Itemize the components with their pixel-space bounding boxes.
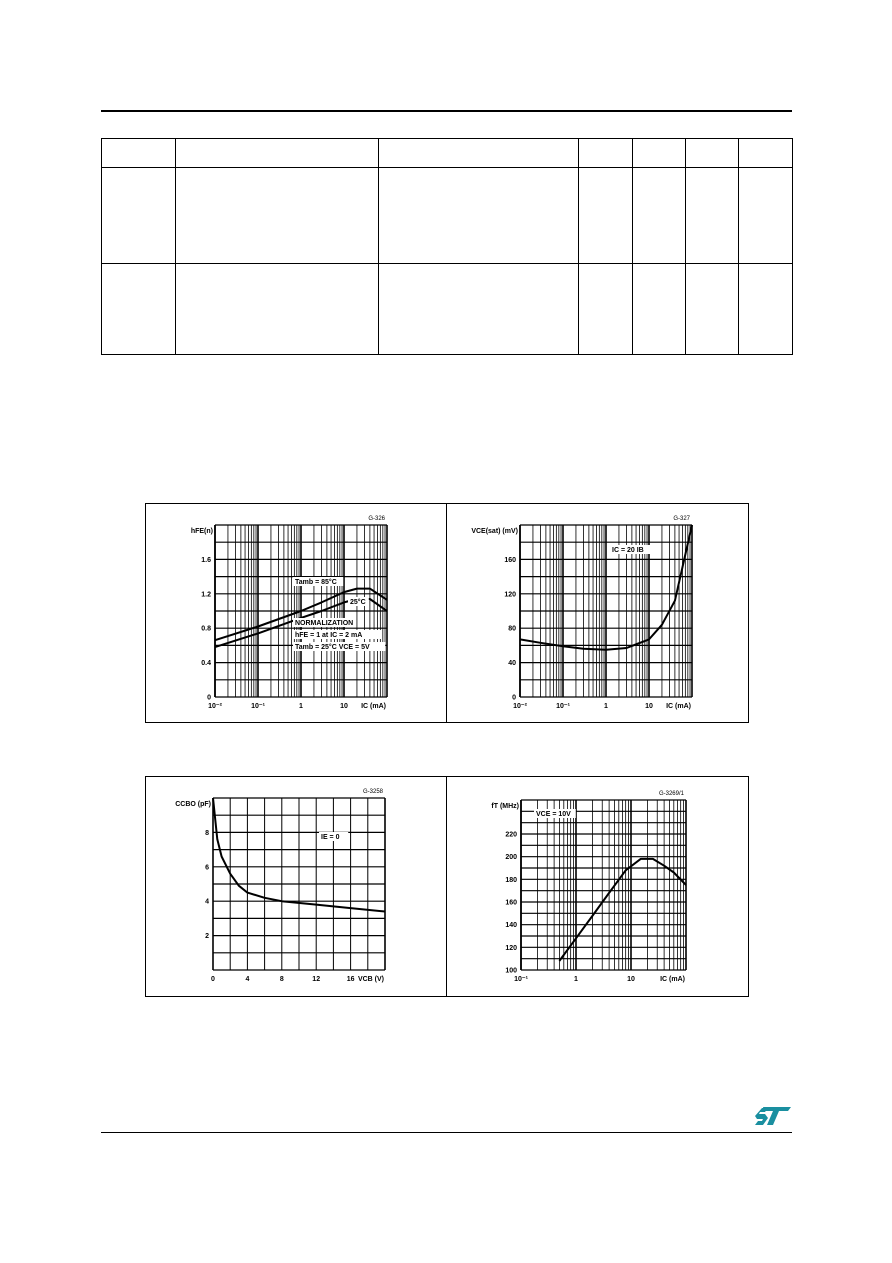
footer-rule — [101, 1132, 792, 1133]
table-header-cell — [379, 139, 579, 168]
table-cell — [686, 264, 739, 355]
y-tick-label: 6 — [205, 864, 209, 872]
table-cell — [176, 168, 379, 264]
y-tick-label: 120 — [504, 591, 516, 599]
table-cell — [579, 168, 633, 264]
chart-annotation: VCE = 10V — [536, 811, 571, 818]
y-tick-label: 40 — [508, 660, 516, 668]
y-axis-label: CCBO (pF) — [175, 801, 211, 808]
table-cell — [102, 264, 176, 355]
y-tick-label: 1.6 — [201, 556, 211, 564]
y-tick-label: 100 — [505, 967, 517, 975]
table-header-cell — [739, 139, 793, 168]
x-tick-label: 16 — [346, 976, 355, 983]
y-axis-label: fT (MHz) — [491, 803, 519, 810]
y-tick-label: 180 — [505, 876, 517, 884]
y-tick-label: 80 — [508, 625, 516, 633]
table-cell — [686, 168, 739, 264]
chart-annotation: Tamb = 85°C — [295, 579, 337, 586]
table-row — [102, 264, 793, 355]
y-tick-label: 160 — [505, 899, 517, 907]
chart-annotation: NORMALIZATION — [295, 620, 354, 627]
header-rule — [101, 110, 792, 112]
figure-id-label: G-3258 — [362, 789, 383, 795]
chart-hfe-vs-ic — [145, 503, 447, 722]
chart-annotation: Tamb = 25°C VCE = 5V — [295, 644, 370, 651]
chart-ft-vs-ic — [446, 776, 748, 996]
x-axis-label: IC (mA) — [666, 703, 691, 710]
x-axis-label: IC (mA) — [660, 976, 685, 983]
x-tick-label: 4 — [245, 976, 250, 983]
spec-table — [101, 138, 793, 355]
x-tick-label: 10 — [340, 703, 348, 710]
x-tick-label: 0 — [211, 976, 215, 983]
x-tick-label: 1 — [574, 976, 578, 983]
x-tick-label: 1 — [604, 703, 608, 710]
x-tick-label: 10 — [627, 976, 635, 983]
table-cell — [739, 264, 793, 355]
figure-id-label: G-3269/1 — [658, 791, 684, 797]
chart-vcesat-vs-ic — [446, 503, 748, 722]
table-cell — [379, 168, 579, 264]
y-tick-label: 4 — [205, 898, 209, 906]
x-tick-label: 8 — [279, 976, 284, 983]
table-cell — [633, 264, 686, 355]
y-tick-label: 0 — [207, 694, 211, 702]
y-tick-label: 1.2 — [201, 591, 211, 599]
chart-annotation: IE = 0 — [321, 834, 340, 841]
table-row — [102, 168, 793, 264]
x-tick-label: 1 — [299, 703, 303, 710]
y-tick-label: 0.8 — [201, 625, 211, 633]
table-header-cell — [102, 139, 176, 168]
chart-annotation: hFE = 1 at IC = 2 mA — [295, 632, 363, 639]
x-tick-label: 10⁻¹ — [514, 976, 528, 983]
y-tick-label: 140 — [505, 922, 517, 930]
table-cell — [739, 168, 793, 264]
table-header-cell — [633, 139, 686, 168]
y-tick-label: 0 — [512, 694, 516, 702]
table-cell — [102, 168, 176, 264]
table-header-row — [102, 139, 793, 168]
y-tick-label: 2 — [205, 933, 209, 941]
chart-annotation: 25°C — [350, 599, 366, 606]
figure-id-label: G-327 — [673, 516, 690, 522]
y-tick-label: 160 — [504, 556, 516, 564]
x-tick-label: 10⁻² — [513, 703, 527, 710]
y-tick-label: 200 — [505, 854, 517, 862]
chart-annotation: IC = 20 IB — [612, 547, 644, 554]
x-tick-label: 10⁻² — [208, 703, 222, 710]
y-axis-label: hFE(n) — [190, 528, 213, 535]
x-tick-label: 10⁻¹ — [556, 703, 570, 710]
x-axis-label: VCB (V) — [357, 976, 384, 983]
x-tick-label: 12 — [312, 976, 321, 983]
x-tick-label: 10 — [645, 703, 653, 710]
x-tick-label: 10⁻¹ — [251, 703, 265, 710]
chart-ccbo-vs-vcb — [145, 776, 447, 996]
y-tick-label: 8 — [205, 829, 209, 837]
table-cell — [633, 168, 686, 264]
y-tick-label: 220 — [505, 831, 517, 839]
table-header-cell — [176, 139, 379, 168]
table-header-cell — [686, 139, 739, 168]
table-cell — [176, 264, 379, 355]
y-tick-label: 120 — [505, 944, 517, 952]
x-axis-label: IC (mA) — [361, 703, 386, 710]
y-axis-label: VCE(sat) (mV) — [471, 528, 518, 535]
figure-id-label: G-326 — [368, 516, 385, 522]
table-cell — [379, 264, 579, 355]
table-cell — [579, 264, 633, 355]
y-tick-label: 0.4 — [201, 660, 211, 668]
table-header-cell — [579, 139, 633, 168]
st-logo-icon — [754, 1105, 792, 1127]
